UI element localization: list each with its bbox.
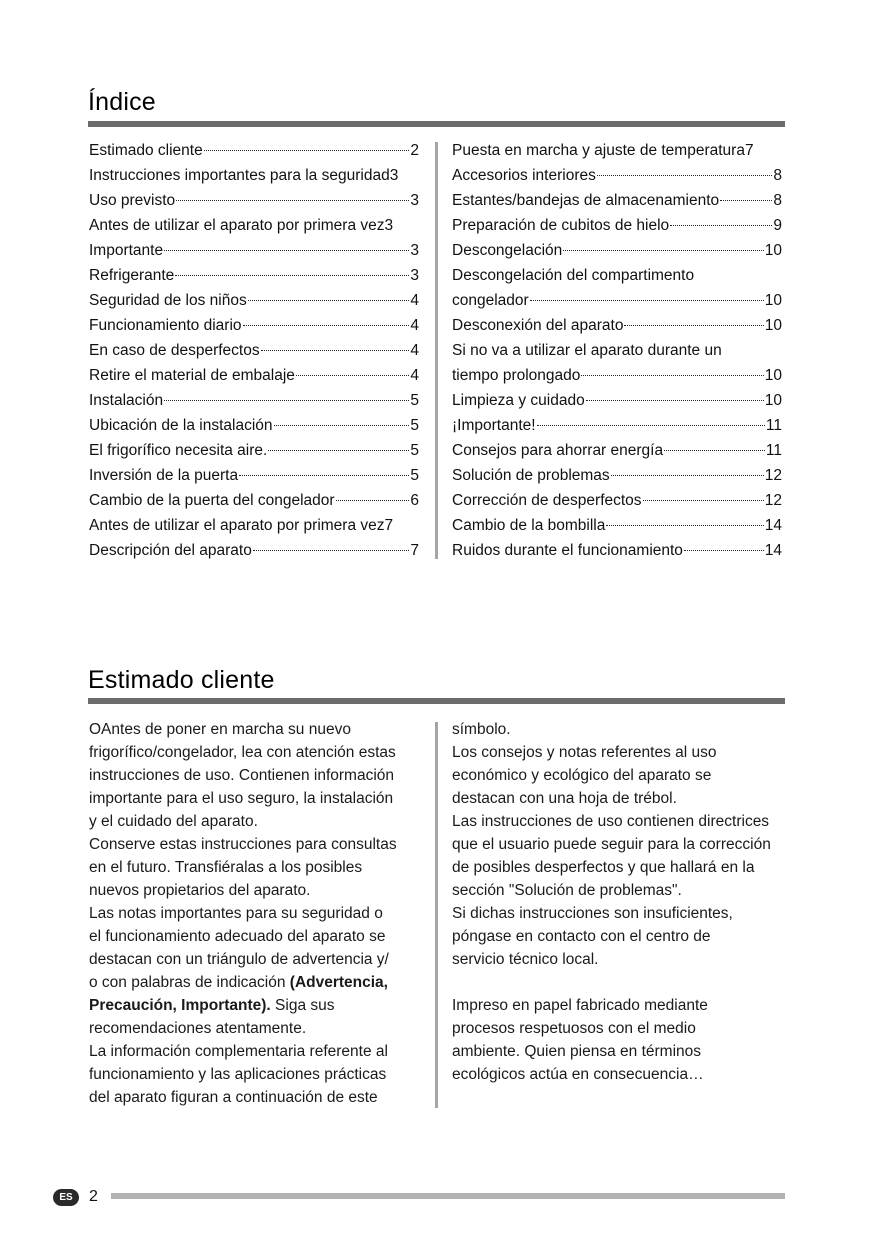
toc-leader-dots <box>643 500 764 501</box>
body-text-line: ecológicos actúa en consecuencia… <box>452 1066 704 1083</box>
intro-warning-pre: o con palabras de indicación <box>89 974 290 991</box>
toc-leader-dots <box>336 500 410 501</box>
body-text-line: económico y ecológico del aparato se <box>452 767 712 784</box>
toc-entry <box>89 363 419 388</box>
intro-warning-post: Siga sus <box>270 997 335 1014</box>
toc-entry <box>452 538 782 563</box>
body-text-line: en el futuro. Transfiéralas a los posibles <box>89 859 363 876</box>
toc-entry-page: 4 <box>410 317 419 334</box>
toc-entry <box>452 238 782 263</box>
toc-leader-dots <box>243 325 410 326</box>
toc-leader-dots <box>175 275 409 276</box>
toc-entry-label: Corrección de desperfectos <box>452 492 642 509</box>
body-text-line: Conserve estas instrucciones para consultas <box>89 836 397 853</box>
language-badge: ES <box>53 1189 79 1206</box>
toc-entry-label: congelador <box>452 292 529 309</box>
toc-leader-dots <box>248 300 410 301</box>
toc-entry-page: 4 <box>410 367 419 384</box>
body-text-line: Impreso en papel fabricado mediante <box>452 997 708 1014</box>
toc-entry <box>452 263 782 288</box>
toc-entry-label: Antes de utilizar el aparato por primera vez <box>89 217 385 234</box>
intro-paragraph-gap <box>452 971 787 994</box>
toc-entry-label: Ruidos durante el funcionamiento <box>452 542 683 559</box>
toc-entry-page: 3 <box>410 192 419 209</box>
toc-entry <box>452 188 782 213</box>
toc-entry-page: 9 <box>773 217 782 234</box>
toc-entry-page: 10 <box>764 292 782 309</box>
intro-title-rule <box>88 698 785 704</box>
toc-leader-dots <box>664 450 765 451</box>
body-text-line: del aparato figuran a continuación de este <box>89 1089 378 1106</box>
toc-leader-dots <box>670 225 772 226</box>
toc-entry-label: Estantes/bandejas de almacenamiento <box>452 192 720 209</box>
toc-entry-label: Accesorios interiores <box>452 167 596 184</box>
toc-entry-label: Cambio de la bombilla <box>452 517 606 534</box>
toc-entry-page: 3 <box>410 267 419 284</box>
toc-entry-page: 4 <box>410 292 419 309</box>
toc-entry-label: Descripción del aparato <box>89 542 252 559</box>
toc-entry <box>452 513 782 538</box>
toc-entry <box>89 313 419 338</box>
toc-entry-page: 11 <box>765 442 782 459</box>
body-text-line: servicio técnico local. <box>452 951 599 968</box>
toc-entry-label: Ubicación de la instalación <box>89 417 273 434</box>
intro-warning-bold-2: Precaución, Importante). <box>89 997 271 1014</box>
toc-entry <box>89 338 419 363</box>
toc-column-divider <box>435 142 438 559</box>
body-text-line: Los consejos y notas referentes al uso <box>452 744 717 761</box>
toc-entry <box>89 488 419 513</box>
footer-rule <box>111 1193 785 1199</box>
toc-entry <box>89 238 419 263</box>
body-text-line: sección "Solución de problemas". <box>452 882 682 899</box>
toc-entry-page: 10 <box>764 367 782 384</box>
toc-leader-dots <box>611 475 764 476</box>
toc-entry-label: Solución de problemas <box>452 467 610 484</box>
body-text-line: el funcionamiento adecuado del aparato se <box>89 928 386 945</box>
toc-leader-dots <box>597 175 773 176</box>
toc-leader-dots <box>164 250 409 251</box>
body-text-line: símbolo. <box>452 721 511 738</box>
toc-entry-label: Si no va a utilizar el aparato durante un <box>452 342 722 359</box>
toc-leader-dots <box>530 300 764 301</box>
body-text-line: ambiente. Quien piensa en términos <box>452 1043 702 1060</box>
toc-leader-dots <box>164 400 409 401</box>
toc-entry <box>452 363 782 388</box>
toc-entry-page: 5 <box>410 467 419 484</box>
toc-right-column <box>452 138 782 563</box>
intro-warning-bold-1: (Advertencia, <box>289 974 388 991</box>
toc-entry <box>452 213 782 238</box>
toc-leader-dots <box>537 425 765 426</box>
toc-entry <box>452 463 782 488</box>
toc-entry-page: 10 <box>764 317 782 334</box>
toc-entry-page: 14 <box>764 517 782 534</box>
intro-right-column <box>452 718 787 1086</box>
toc-leader-dots <box>239 475 409 476</box>
intro-title: Estimado cliente <box>88 666 275 694</box>
toc-leader-dots <box>176 200 409 201</box>
toc-leader-dots <box>606 525 763 526</box>
toc-leader-dots <box>261 350 410 351</box>
toc-entry-page: 7 <box>410 542 419 559</box>
toc-entry-page: 5 <box>410 392 419 409</box>
toc-leader-dots <box>274 425 410 426</box>
toc-entry-label: Desconexión del aparato <box>452 317 624 334</box>
toc-entry-page: 12 <box>764 467 782 484</box>
toc-entry-page: 3 <box>410 242 419 259</box>
toc-entry-label: Uso previsto <box>89 192 176 209</box>
toc-entry-page: 10 <box>764 242 782 259</box>
toc-entry-label: Limpieza y cuidado <box>452 392 585 409</box>
toc-entry <box>89 213 419 238</box>
toc-leader-dots <box>624 325 763 326</box>
body-text-line: póngase en contacto con el centro de <box>452 928 711 945</box>
toc-entry <box>452 288 782 313</box>
toc-entry-label: Inversión de la puerta <box>89 467 239 484</box>
body-text-line: Las notas importantes para su seguridad o <box>89 905 383 922</box>
toc-left-column <box>89 138 419 563</box>
toc-leader-dots <box>253 550 410 551</box>
toc-entry-page: 7 <box>744 142 754 159</box>
toc-entry <box>89 163 419 188</box>
toc-entry-label: Retire el material de embalaje <box>89 367 295 384</box>
toc-entry <box>89 413 419 438</box>
toc-entry <box>452 163 782 188</box>
toc-entry <box>452 338 782 363</box>
toc-entry-label: Funcionamiento diario <box>89 317 242 334</box>
toc-entry-label: Instrucciones importantes para la seguridad <box>89 167 390 184</box>
toc-entry <box>452 413 782 438</box>
toc-entry-page: 3 <box>384 217 394 234</box>
intro-left-column <box>89 718 424 1109</box>
toc-entry-label: El frigorífico necesita aire. <box>89 442 268 459</box>
toc-entry <box>89 263 419 288</box>
toc-entry <box>89 538 419 563</box>
body-text-line: nuevos propietarios del aparato. <box>89 882 311 899</box>
toc-entry-label: Seguridad de los niños <box>89 292 247 309</box>
toc-entry <box>452 438 782 463</box>
body-text-line: frigorífico/congelador, lea con atención estas <box>89 744 396 761</box>
toc-entry-page: 7 <box>384 517 394 534</box>
toc-entry <box>452 488 782 513</box>
toc-entry-page: 4 <box>410 342 419 359</box>
body-text-line: Las instrucciones de uso contienen directrices <box>452 813 770 830</box>
toc-leader-dots <box>720 200 772 201</box>
toc-leader-dots <box>581 375 763 376</box>
body-text-line: instrucciones de uso. Contienen información <box>89 767 395 784</box>
body-text-line: Si dichas instrucciones son insuficientes, <box>452 905 733 922</box>
toc-entry-page: 8 <box>773 167 782 184</box>
toc-entry-label: En caso de desperfectos <box>89 342 260 359</box>
toc-entry-label: Instalación <box>89 392 164 409</box>
toc-entry <box>89 188 419 213</box>
toc-entry-page: 11 <box>765 417 782 434</box>
toc-entry <box>452 388 782 413</box>
index-title-rule <box>88 121 785 127</box>
toc-entry-label: Puesta en marcha y ajuste de temperatura <box>452 142 745 159</box>
toc-entry-page: 14 <box>764 542 782 559</box>
toc-entry-page: 6 <box>410 492 419 509</box>
toc-entry-page: 8 <box>773 192 782 209</box>
body-text-line: que el usuario puede seguir para la corrección <box>452 836 771 853</box>
body-text-line: procesos respetuosos con el medio <box>452 1020 696 1037</box>
toc-entry <box>89 463 419 488</box>
toc-entry <box>89 513 419 538</box>
toc-entry <box>89 138 419 163</box>
body-text-line: y el cuidado del aparato. <box>89 813 258 830</box>
toc-entry-label: Descongelación del compartimento <box>452 267 695 284</box>
toc-leader-dots <box>268 450 409 451</box>
intro-warning-line-1 <box>89 971 424 994</box>
toc-entry-label: Estimado cliente <box>89 142 203 159</box>
page-number: 2 <box>89 1188 98 1205</box>
toc-entry-label: Cambio de la puerta del congelador <box>89 492 335 509</box>
body-text-line: recomendaciones atentamente. <box>89 1020 307 1037</box>
toc-leader-dots <box>586 400 764 401</box>
toc-entry-label: Consejos para ahorrar energía <box>452 442 664 459</box>
toc-entry <box>452 313 782 338</box>
intro-column-divider <box>435 722 438 1108</box>
toc-entry-page: 12 <box>764 492 782 509</box>
toc-entry <box>89 438 419 463</box>
toc-entry-label: Preparación de cubitos de hielo <box>452 217 670 234</box>
toc-entry-page: 10 <box>764 392 782 409</box>
toc-entry <box>452 138 782 163</box>
toc-entry-page: 2 <box>410 142 419 159</box>
toc-entry-page: 5 <box>410 417 419 434</box>
toc-leader-dots <box>204 150 410 151</box>
toc-entry-label: Importante <box>89 242 164 259</box>
body-text-line: de posibles desperfectos y que hallará en la <box>452 859 755 876</box>
toc-entry <box>89 388 419 413</box>
body-text-line: La información complementaria referente al <box>89 1043 388 1060</box>
body-text-line: destacan con un triángulo de advertencia y/ <box>89 951 389 968</box>
toc-entry-label: Antes de utilizar el aparato por primera vez <box>89 517 385 534</box>
toc-entry <box>89 288 419 313</box>
intro-warning-line-2 <box>89 994 424 1017</box>
toc-entry-label: Descongelación <box>452 242 563 259</box>
toc-entry-page: 5 <box>410 442 419 459</box>
toc-entry-label: Refrigerante <box>89 267 175 284</box>
toc-leader-dots <box>684 550 764 551</box>
body-text-line: importante para el uso seguro, la instalación <box>89 790 394 807</box>
body-text-line: funcionamiento y las aplicaciones prácticas <box>89 1066 387 1083</box>
index-title: Índice <box>88 88 156 116</box>
body-text-line: destacan con una hoja de trébol. <box>452 790 677 807</box>
body-text-line: OAntes de poner en marcha su nuevo <box>89 721 351 738</box>
toc-leader-dots <box>563 250 763 251</box>
toc-entry-label: ¡Importante! <box>452 417 536 434</box>
toc-entry-label: tiempo prolongado <box>452 367 581 384</box>
toc-leader-dots <box>296 375 409 376</box>
toc-entry-page: 3 <box>389 167 399 184</box>
